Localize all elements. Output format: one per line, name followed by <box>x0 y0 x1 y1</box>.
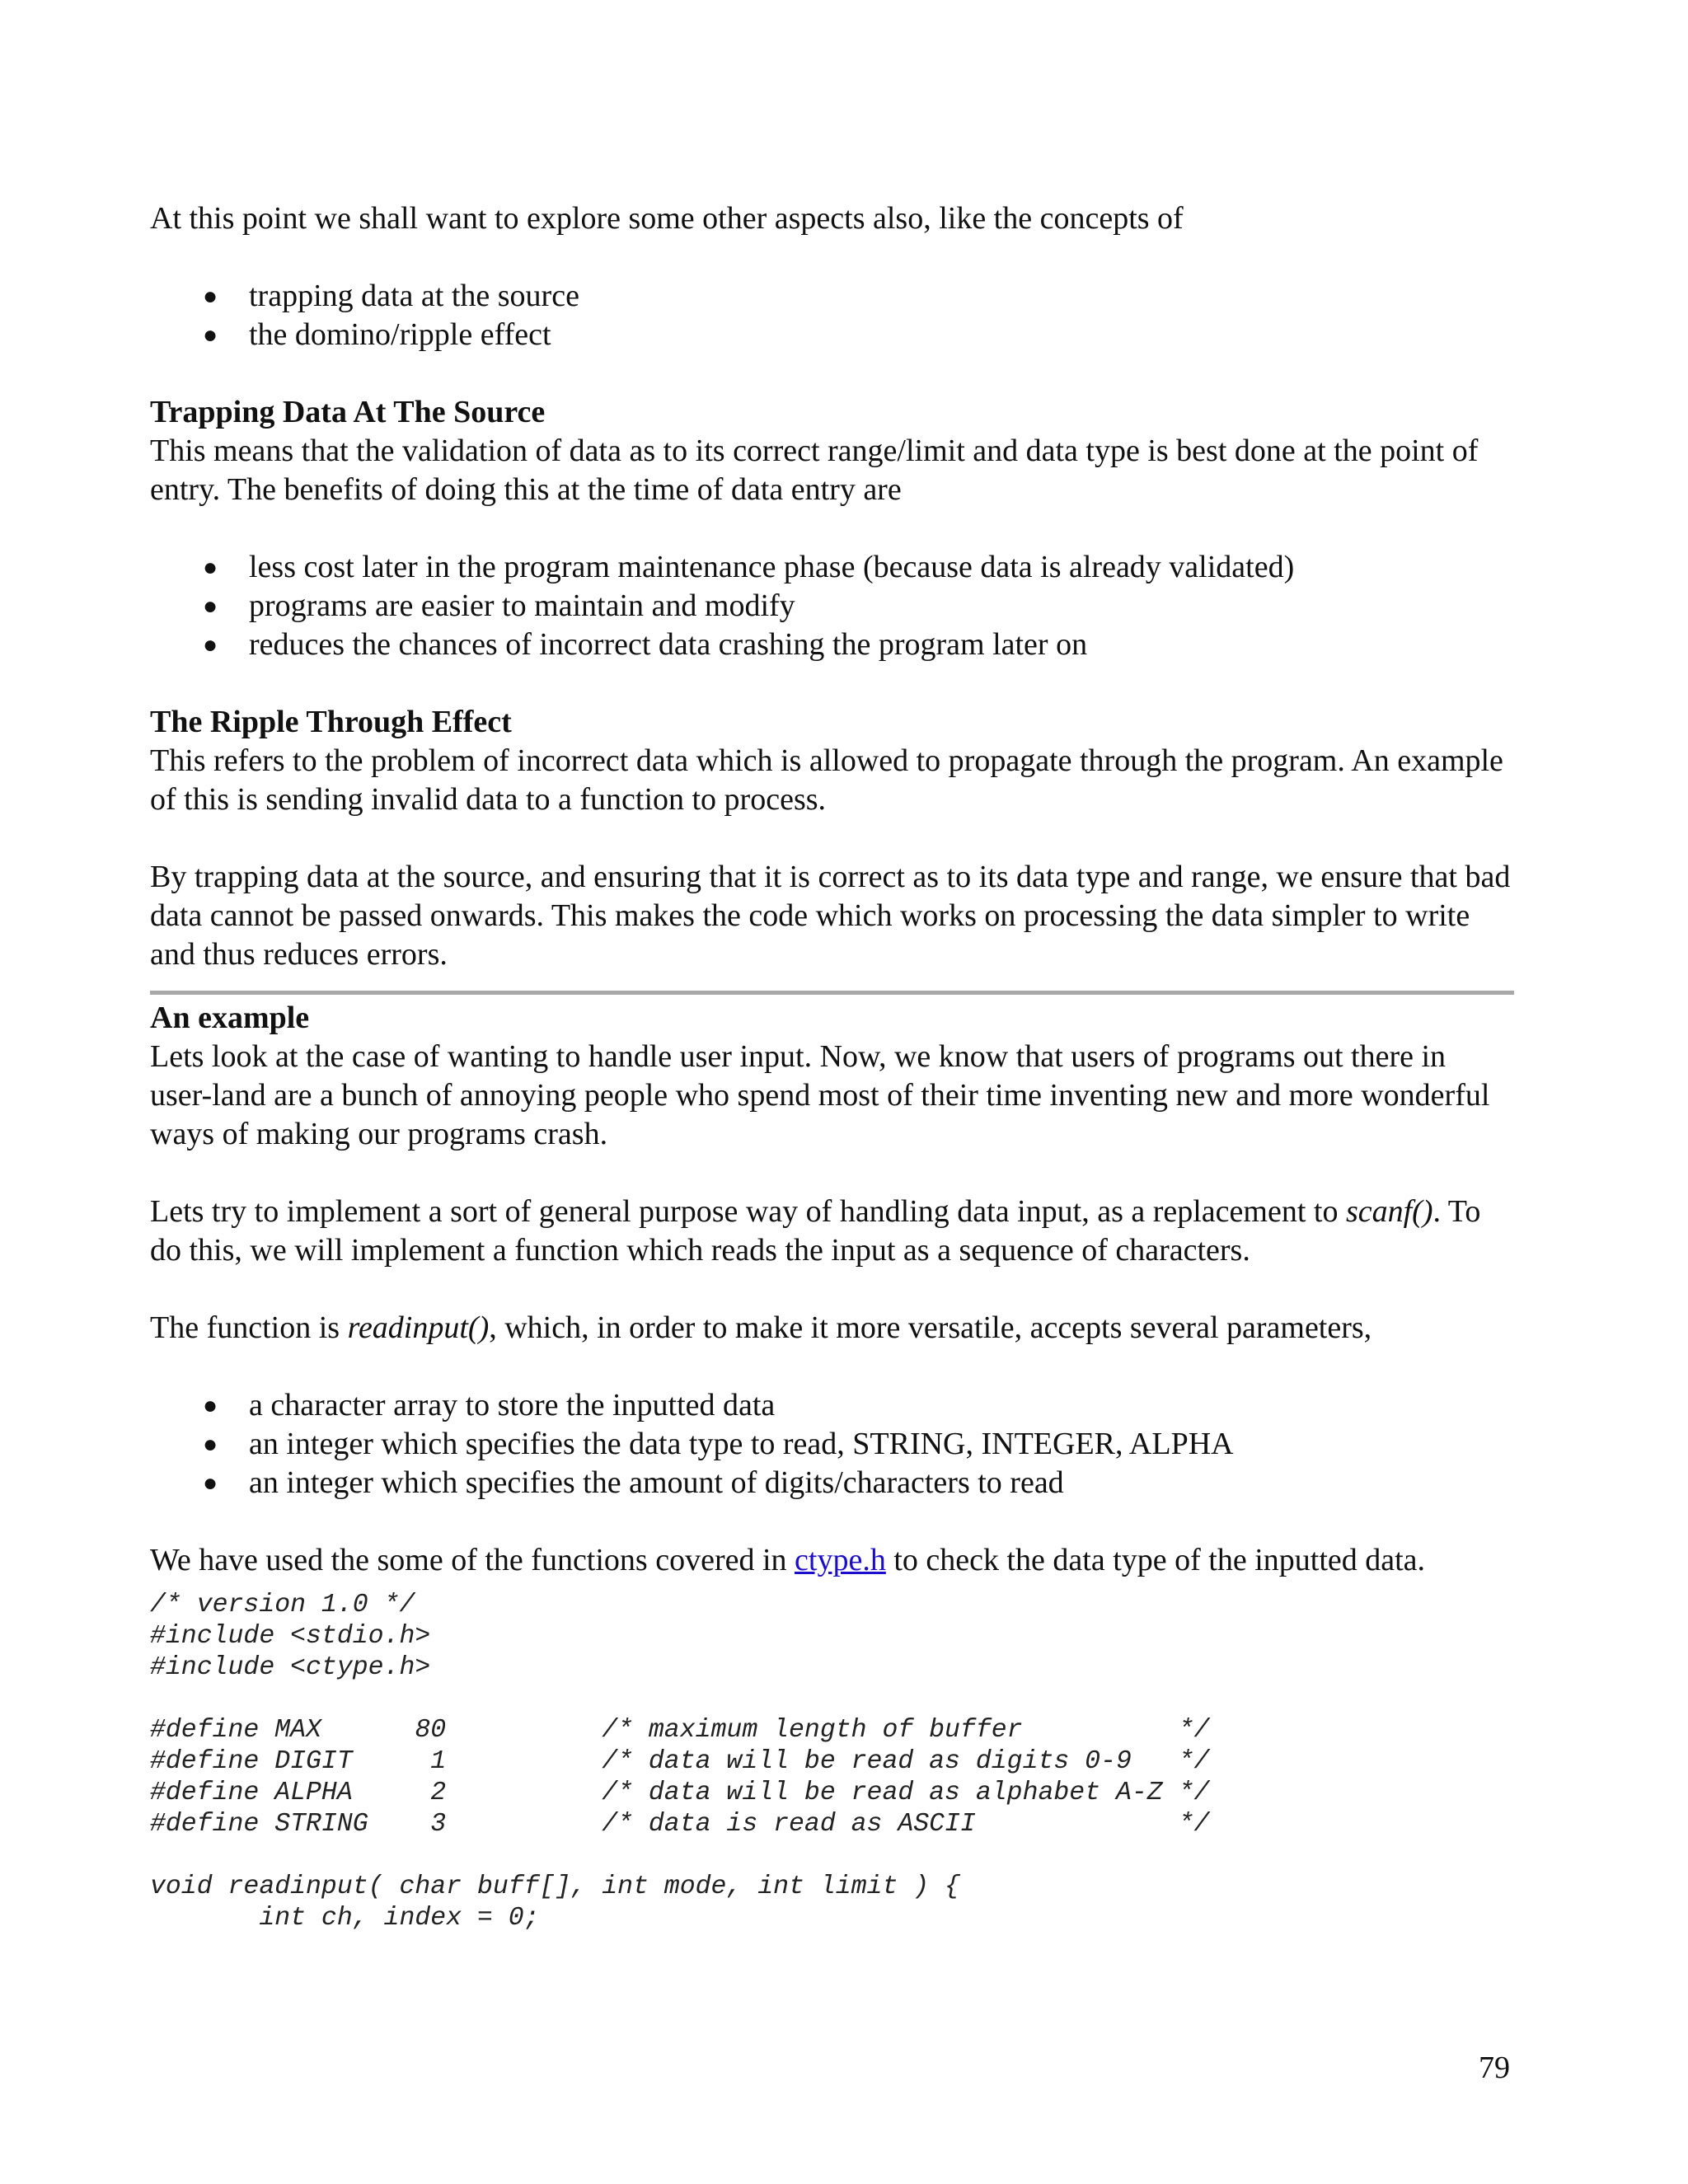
intro-bullet-list <box>150 277 1514 354</box>
bullet-icon: ● <box>203 1431 218 1458</box>
page-number: 79 <box>1479 2050 1510 2085</box>
bullet-icon: ● <box>203 631 218 658</box>
scanf-paragraph: Lets try to implement a sort of general purpose way of handling data input, as a replacement to scanf(). To do this, we will implement a function which reads the input as a sequence of characters. <box>150 1194 1481 1268</box>
bullet-icon: ● <box>203 593 218 620</box>
example-intro-paragraph: Lets look at the case of wanting to handle user input. Now, we know that users of programs out there in user-land are a bunch of annoying people who spend most of their time inventing new and more wonderful ways of making our programs crash. <box>150 1039 1490 1151</box>
list-item: ● the domino/ripple effect <box>150 316 1514 354</box>
section-ripple-body-2: By trapping data at the source, and ensuring that it is correct as to its data type and range, we ensure that bad data cannot be passed onwards. This makes the code which works on processing the data simpler to write and thus reduces errors. <box>150 860 1511 972</box>
readinput-function-name: readinput() <box>347 1310 490 1345</box>
bullet-icon: ● <box>203 283 218 310</box>
code-listing: /* version 1.0 */ #include <stdio.h> #include <ctype.h> #define MAX 80 /* maximum length of buffer */ #define DIGIT 1 /* data will be read as digits 0-9 */ #define ALPHA 2 /* data will be read as alphabet A-Z */ #define STRING 3 /* data is read as ASCII */ void readinput( char buff[], int mode, int limit ) { int ch, index = 0; <box>150 1591 1210 1933</box>
section-trapping-body: This means that the validation of data as to its correct range/limit and data type is best done at the point of entry. The benefits of doing this at the time of data entry are <box>150 434 1479 507</box>
ctype-link[interactable]: ctype.h <box>795 1543 886 1577</box>
benefits-bullet-list <box>150 548 1514 664</box>
section-ripple-body: This refers to the problem of incorrect data which is allowed to propagate through the program. An example of this is sending invalid data to a function to process. <box>150 743 1503 817</box>
section-heading-trapping: Trapping Data At The Source <box>150 395 546 429</box>
ctype-paragraph: We have used the some of the functions covered in ctype.h to check the data type of the inputted data. <box>150 1543 1426 1577</box>
intro-paragraph: At this point we shall want to explore some other aspects also, like the concepts of <box>150 201 1184 236</box>
list-item: ● programs are easier to maintain and modify <box>150 587 1514 626</box>
bullet-icon: ● <box>203 1392 218 1419</box>
list-item: ● reduces the chances of incorrect data crashing the program later on <box>150 626 1514 664</box>
section-heading-example: An example <box>150 1001 310 1035</box>
section-heading-ripple: The Ripple Through Effect <box>150 705 512 739</box>
bullet-icon: ● <box>203 321 218 349</box>
list-item: ● a character array to store the inputted data <box>150 1386 1514 1425</box>
bullet-icon: ● <box>203 1469 218 1497</box>
horizontal-divider <box>150 991 1514 995</box>
list-item: ● an integer which specifies the data type to read, STRING, INTEGER, ALPHA <box>150 1425 1514 1464</box>
list-item: ● an integer which specifies the amount of digits/characters to read <box>150 1464 1514 1502</box>
bullet-icon: ● <box>203 554 218 581</box>
readinput-paragraph: The function is readinput(), which, in order to make it more versatile, accepts several parameters, <box>150 1310 1372 1345</box>
document-page <box>150 199 1514 1934</box>
list-item: ● less cost later in the program maintenance phase (because data is already validated) <box>150 548 1514 587</box>
scanf-function-name: scanf() <box>1345 1194 1433 1229</box>
parameters-bullet-list <box>150 1386 1514 1502</box>
list-item: ● trapping data at the source <box>150 277 1514 316</box>
